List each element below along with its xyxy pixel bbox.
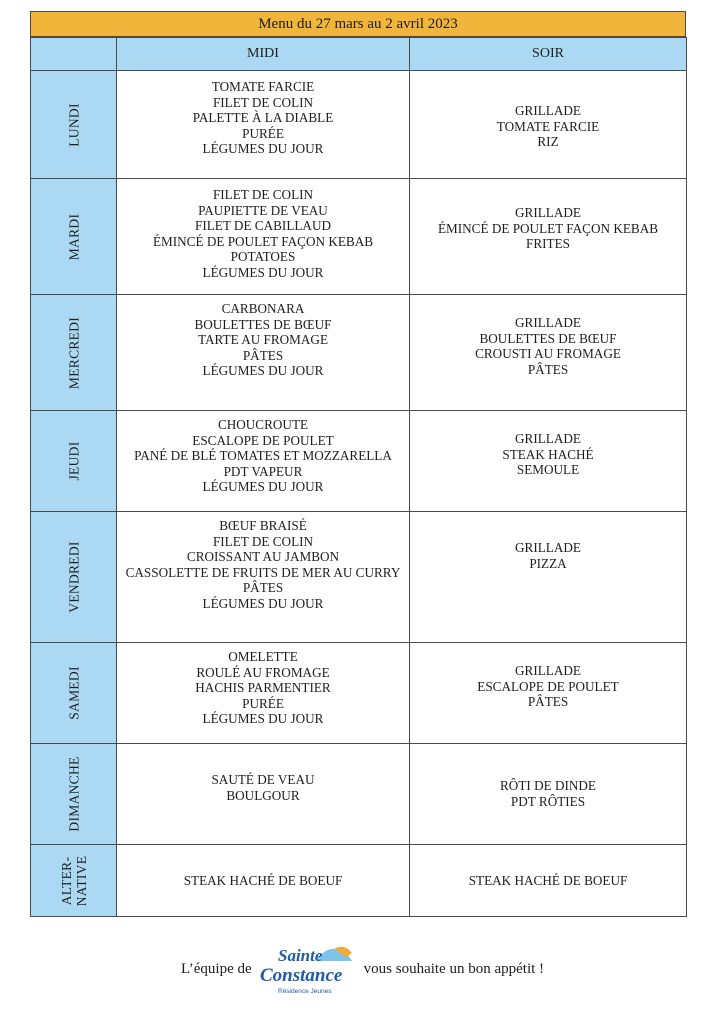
day-cell [31,512,117,643]
alternative-midi-cell [117,845,410,917]
day-cell [31,71,117,179]
soir-cell [410,71,687,179]
midi-dish: BŒUF BRAISÉ [219,518,307,533]
midi-dish: TARTE AU FROMAGE [197,332,329,347]
logo-sub: Résidence Jeunes [277,988,332,995]
midi-dish: BOULETTES DE BŒUF [194,316,332,332]
alternative-label-cell [31,845,117,917]
menu-body [31,71,687,845]
soir-cell [410,295,687,411]
day-label: VENDREDI [66,541,81,613]
midi-dish: PÂTES [242,347,284,363]
midi-cell [117,744,410,845]
midi-dish: PÂTES [242,580,284,595]
midi-cell [117,512,410,643]
soir-dish: PÂTES [527,361,569,377]
logo-line2: Constance [259,965,342,986]
day-row [31,295,687,411]
day-cell [31,295,117,411]
day-label: LUNDI [66,102,81,147]
midi-dish: CARBONARA [221,301,305,316]
corner-cell [31,38,117,71]
midi-cell [117,643,410,744]
soir-cell [410,179,687,295]
day-cell [31,179,117,295]
day-row [31,411,687,512]
soir-dish: ÉMINCÉ DE POULET FAÇON KEBAB [437,220,659,236]
soir-dish: FRITES [526,236,570,251]
column-header-soir: SOIR [410,38,687,71]
midi-dish: PDT VAPEUR [223,463,303,479]
day-row [31,643,687,744]
soir-dish: TOMATE FARCIE [496,118,600,134]
midi-dish: PANÉ DE BLÉ TOMATES ET MOZZARELLA [134,448,392,463]
soir-dish: CROUSTI AU FROMAGE [475,346,621,361]
alternative-label-line1: ALTER- [58,856,74,905]
midi-cell [117,411,410,512]
soir-dish: GRILLADE [515,205,581,220]
soir-dish: RÔTI DE DINDE [500,778,596,793]
menu-sheet [30,11,686,917]
alternative-label [59,855,89,906]
midi-dish: CHOUCROUTE [217,417,309,432]
footer [0,938,725,1000]
midi-dish: SAUTÉ DE VEAU [211,772,315,787]
header-row [31,38,687,71]
midi-dish: LÉGUMES DU JOUR [202,711,324,726]
day-label: SAMEDI [66,666,81,720]
logo-graphic [256,939,360,999]
footer-text-before: L’équipe de [180,960,252,977]
soir-cell [410,643,687,744]
midi-dish: HACHIS PARMENTIER [195,680,331,695]
day-row [31,179,687,295]
midi-dish: FILET DE CABILLAUD [194,218,331,233]
midi-dish: PURÉE [242,125,284,141]
soir-dish: STEAK HACHÉ [502,446,594,462]
alternative-soir: STEAK HACHÉ DE BOEUF [468,872,628,888]
day-row [31,744,687,845]
midi-dish: LÉGUMES DU JOUR [202,141,324,156]
midi-dish: LÉGUMES DU JOUR [202,479,324,494]
soir-dish: GRILLADE [515,540,581,555]
soir-cell [410,744,687,845]
footer-text-after: vous souhaite un bon appétit ! [363,960,545,977]
soir-dish: BOULETTES DE BŒUF [479,330,617,346]
soir-dish: PÂTES [527,694,569,709]
midi-dish: ÉMINCÉ DE POULET FAÇON KEBAB [152,233,374,249]
soir-dish: GRILLADE [515,663,581,678]
day-label: MARDI [66,213,81,260]
soir-cell [410,411,687,512]
day-cell [31,643,117,744]
day-cell [31,744,117,845]
soir-dish: PIZZA [529,555,567,571]
midi-dish: ROULÉ AU FROMAGE [196,664,330,680]
soir-dish: ESCALOPE DE POULET [477,678,619,694]
midi-dish: PAUPIETTE DE VEAU [198,202,328,218]
midi-dish: PURÉE [242,695,284,711]
soir-dish: GRILLADE [515,103,581,118]
midi-dish: TOMATE FARCIE [211,79,315,94]
day-label: MERCREDI [66,316,81,389]
soir-dish: RIZ [537,134,559,149]
midi-dish: CROISSANT AU JAMBON [186,549,340,564]
day-cell [31,411,117,512]
sainte-constance-logo [256,939,360,999]
soir-dish: GRILLADE [515,315,581,330]
midi-dish: POTATOES [230,249,296,264]
alternative-midi: STEAK HACHÉ DE BOEUF [183,872,343,888]
midi-cell [117,179,410,295]
midi-dish: LÉGUMES DU JOUR [202,363,324,378]
midi-cell [117,295,410,411]
alternative-row [31,845,687,917]
day-label: DIMANCHE [66,756,81,832]
alternative-label-line2: NATIVE [73,855,89,906]
day-row [31,512,687,643]
logo-line1: Sainte [277,946,323,965]
midi-dish: ESCALOPE DE POULET [192,432,334,448]
column-header-midi: MIDI [117,38,410,71]
menu-title: Menu du 27 mars au 2 avril 2023 [30,11,686,37]
soir-dish: SEMOULE [516,462,580,477]
menu-table [30,37,687,917]
midi-dish: OMELETTE [228,649,298,664]
midi-dish: FILET DE COLIN [212,533,314,549]
midi-dish: FILET DE COLIN [212,94,314,110]
soir-dish: GRILLADE [515,431,581,446]
midi-dish: FILET DE COLIN [212,187,314,202]
soir-cell [410,512,687,643]
midi-cell [117,71,410,179]
midi-dish: BOULGOUR [226,787,300,803]
alternative-soir-cell [410,845,687,917]
midi-dish: LÉGUMES DU JOUR [202,595,324,611]
midi-dish: PALETTE À LA DIABLE [192,110,334,125]
midi-dish: CASSOLETTE DE FRUITS DE MER AU CURRY [125,564,401,580]
day-label: JEUDI [66,441,81,481]
midi-dish: LÉGUMES DU JOUR [202,264,324,280]
day-row [31,71,687,179]
soir-dish: PDT RÔTIES [510,793,586,809]
